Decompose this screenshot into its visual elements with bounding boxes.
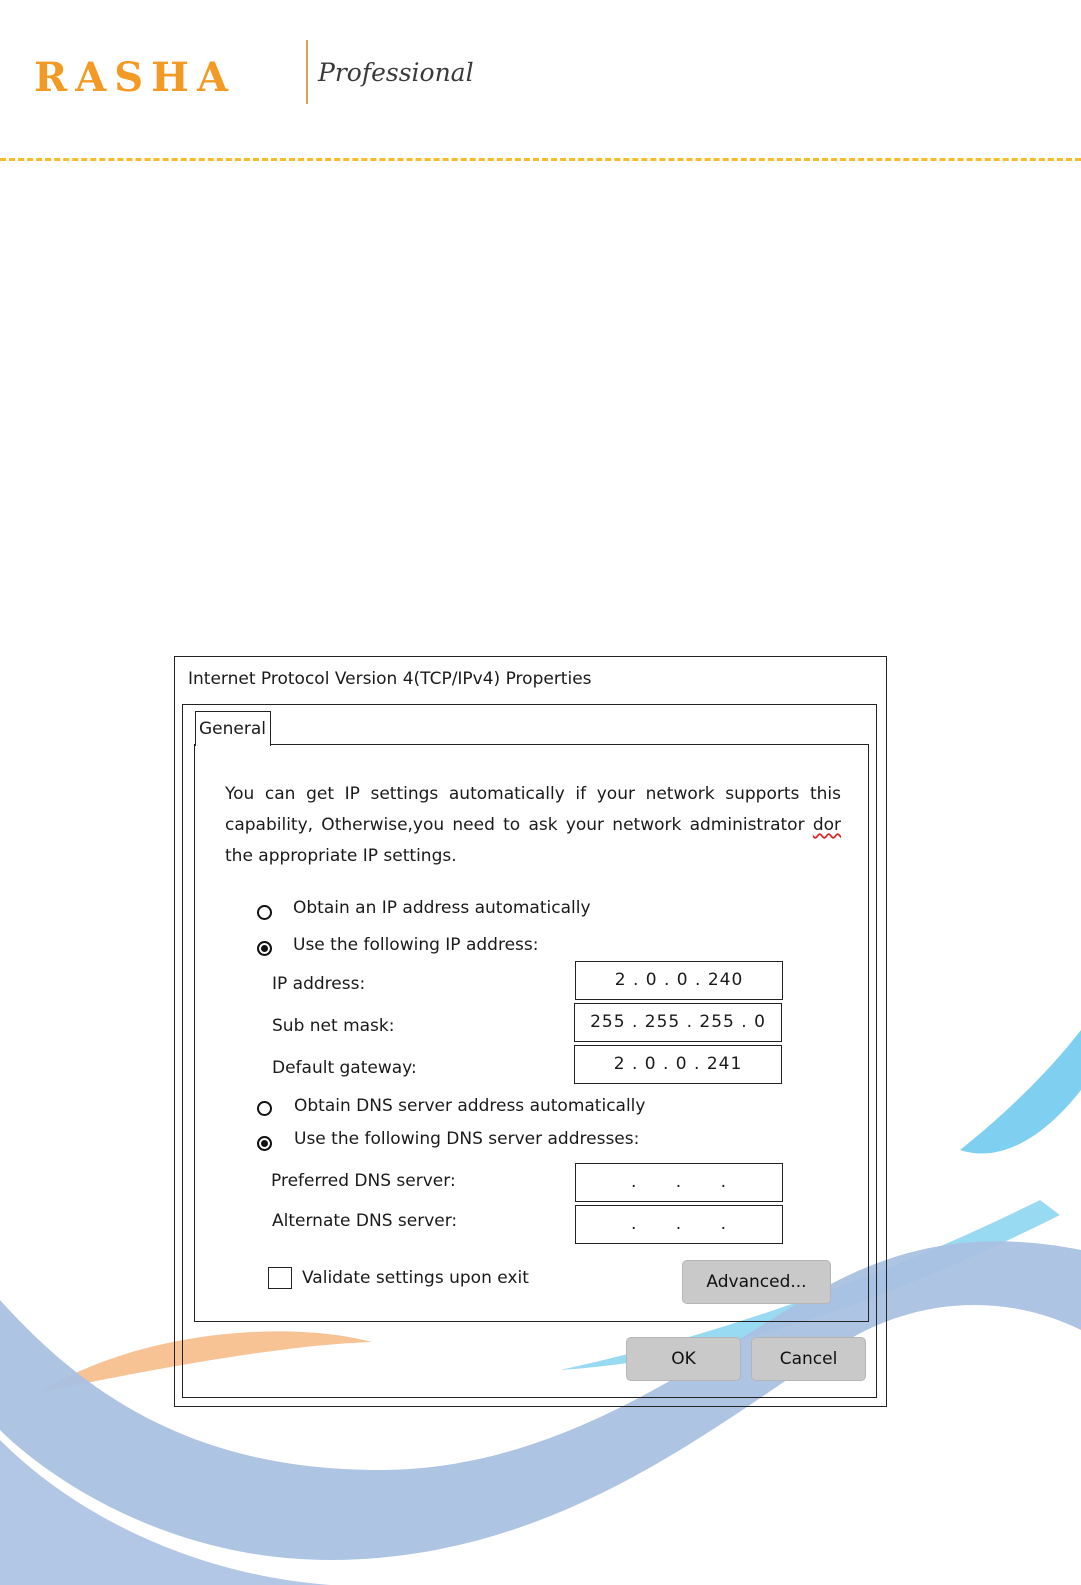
logo-divider [306, 40, 308, 104]
cancel-button[interactable]: Cancel [751, 1337, 866, 1381]
preferred-dns-field[interactable]: . . . [575, 1163, 783, 1202]
radio-obtain-dns-auto[interactable] [257, 1101, 272, 1116]
preferred-dns-label: Preferred DNS server: [271, 1171, 456, 1191]
ip-address-label: IP address: [272, 974, 366, 994]
tab-general[interactable] [195, 711, 271, 746]
description-main: You can get IP settings automatically if your network supports this capability, Otherwise,you need to ask your network administrator [225, 784, 841, 835]
radio-use-following-ip[interactable] [257, 941, 272, 956]
description-end: the appropriate IP settings. [225, 846, 457, 866]
validate-checkbox[interactable] [268, 1267, 292, 1289]
obtain-ip-auto-label: Obtain an IP address automatically [293, 898, 591, 918]
subnet-mask-field[interactable]: 255 . 255 . 255 . 0 [574, 1003, 782, 1042]
radio-use-following-dns[interactable] [257, 1136, 272, 1151]
validate-label: Validate settings upon exit [302, 1268, 529, 1288]
gateway-field[interactable]: 2 . 0 . 0 . 241 [574, 1045, 782, 1084]
dialog-title: Internet Protocol Version 4(TCP/IPv4) Properties [188, 669, 592, 689]
light-blue-streak [960, 1030, 1081, 1154]
alternate-dns-field[interactable]: . . . [575, 1205, 783, 1244]
tab-general-label: General [199, 719, 266, 739]
description-text [225, 779, 841, 872]
use-following-dns-label: Use the following DNS server addresses: [294, 1129, 640, 1149]
logo-name: RASHA [34, 54, 236, 101]
gateway-label: Default gateway: [272, 1058, 417, 1078]
typo-word: dor [812, 815, 841, 835]
general-panel [194, 744, 869, 1322]
dialog-body [182, 704, 877, 1398]
alternate-dns-label: Alternate DNS server: [272, 1211, 458, 1231]
dashed-divider [0, 158, 1081, 161]
ipv4-properties-dialog [174, 656, 887, 1407]
ip-address-field[interactable]: 2 . 0 . 0 . 240 [575, 961, 783, 1000]
radio-obtain-ip-auto[interactable] [257, 905, 272, 920]
ok-button[interactable]: OK [626, 1337, 741, 1381]
use-following-ip-label: Use the following IP address: [293, 935, 539, 955]
logo-tagline: Professional [318, 58, 474, 87]
obtain-dns-auto-label: Obtain DNS server address automatically [294, 1096, 646, 1116]
subnet-mask-label: Sub net mask: [272, 1016, 395, 1036]
advanced-button[interactable]: Advanced... [682, 1260, 831, 1304]
